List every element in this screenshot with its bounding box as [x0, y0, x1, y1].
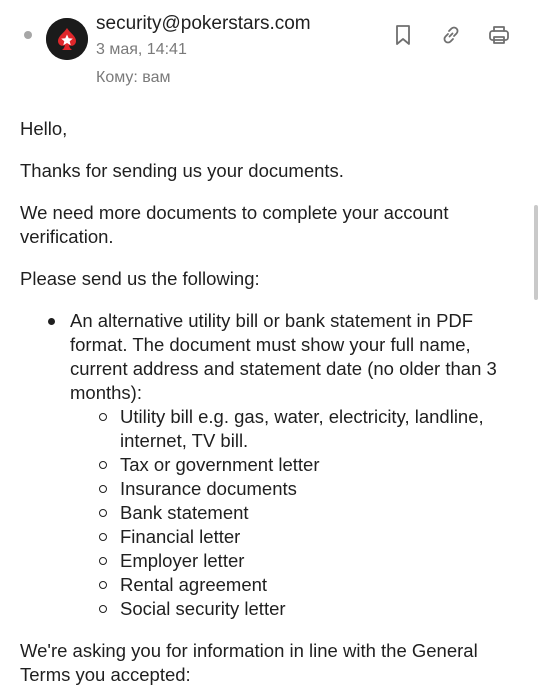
sublist-item: Financial letter: [120, 525, 516, 549]
link-icon: [439, 23, 463, 47]
body-paragraph: We're asking you for information in line with the General Terms you accepted:: [20, 640, 478, 685]
body-paragraph: Please send us the following:: [20, 268, 260, 289]
sublist-item: Social security letter: [120, 597, 516, 621]
body-paragraph: Thanks for sending us your documents.: [20, 160, 344, 181]
sublist-item: Bank statement: [120, 501, 516, 525]
sublist-item: Utility bill e.g. gas, water, electricity, landline, internet, TV bill.: [120, 405, 516, 453]
body-paragraph: We need more documents to complete your account verification.: [20, 202, 449, 247]
scrollbar[interactable]: [534, 205, 538, 300]
sublist-item: Insurance documents: [120, 477, 516, 501]
sublist-item: Employer letter: [120, 549, 516, 573]
unread-indicator: [24, 31, 32, 39]
bookmark-button[interactable]: [390, 22, 416, 48]
email-actions: [390, 22, 512, 48]
print-icon: [487, 23, 511, 47]
sublist-item: Rental agreement: [120, 573, 516, 597]
copy-link-button[interactable]: [438, 22, 464, 48]
sender-address[interactable]: security@pokerstars.com: [96, 13, 311, 34]
email-date: 3 мая, 14:41: [96, 41, 187, 58]
document-list: [20, 309, 516, 621]
print-button[interactable]: [486, 22, 512, 48]
greeting: Hello,: [20, 118, 68, 139]
email-header: [0, 0, 540, 105]
pokerstars-logo-icon: [46, 18, 88, 60]
list-item-text: An alternative utility bill or bank statement in PDF format. The document must show your full name, current address and statement date (no older than 3 months):: [70, 310, 497, 403]
email-body: [20, 117, 516, 700]
recipient-line[interactable]: Кому: вам: [96, 69, 171, 86]
document-sublist: [70, 405, 516, 621]
bookmark-icon: [393, 23, 413, 47]
list-item: [70, 309, 516, 621]
sublist-item: Tax or government letter: [120, 453, 516, 477]
sender-avatar[interactable]: [46, 18, 88, 60]
